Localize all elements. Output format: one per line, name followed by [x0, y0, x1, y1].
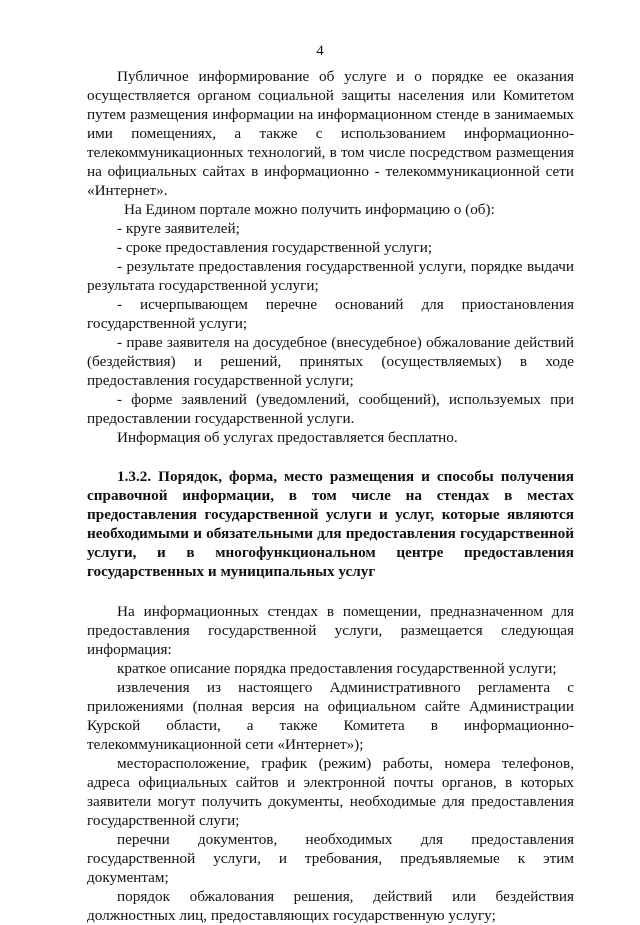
- paragraph-portal-intro: На Едином портале можно получить информацию о (об):: [124, 201, 495, 218]
- list-item-result: - результате предоставления государственной услуги, порядке выдачи результата государственной услуги;: [87, 258, 574, 294]
- section-heading-1-3-2: 1.3.2. Порядок, форма, место размещения и способы получения справочной информации, в том числе на стендах в местах предоставления государственной услуги и услуг, которые являются необходимыми и обязательными для предоставления государственной услуги, и в многофункциональном центре предоставления государственных и муниципальных услуг: [87, 468, 574, 580]
- stand-item-appeal-procedure: порядок обжалования решения, действий или бездействия должностных лиц, предоставляющих государственную услугу;: [87, 888, 574, 924]
- page-body: [87, 67, 574, 925]
- list-item-application-forms: - форме заявлений (уведомлений, сообщений), используемых при предоставлении государственной услуги.: [87, 391, 574, 427]
- list-item-suspension-grounds: - исчерпывающем перечне оснований для приостановления государственной услуги;: [87, 296, 574, 332]
- list-item-applicants: - круге заявителей;: [117, 220, 240, 237]
- paragraph-public-informing: Публичное информирование об услуге и о порядке ее оказания осуществляется органом социальной защиты населения или Комитетом путем размещения информации на информационном стенде в занимаемых ими помещениях, а также с использованием информационно-телекоммуникационных технологий, в том числе посредством размещения на официальных сайтах в информационно - телекоммуникационной сети «Интернет».: [87, 68, 574, 199]
- paragraph-info-stands: На информационных стендах в помещении, предназначенном для предоставления государственной услуги, размещается следующая информация:: [87, 603, 574, 658]
- page-number: 4: [316, 43, 324, 59]
- stand-item-regulation-extracts: извлечения из настоящего Административного регламента с приложениями (полная версия на официальном сайте Администрации Курской области, а также Комитета в информационно-телекоммуникационной сети «Интернет»);: [87, 679, 574, 753]
- stand-item-location-schedule: месторасположение, график (режим) работы, номера телефонов, адреса официальных сайтов и электронной почты органов, в которых заявители могут получить документы, необходимые для предоставления государственной слуги;: [87, 755, 574, 829]
- stand-item-description: краткое описание порядка предоставления государственной услуги;: [117, 660, 557, 677]
- list-item-appeal-right: - праве заявителя на досудебное (внесудебное) обжалование действий (бездействия) и решений, принятых (осуществляемых) в ходе предоставления государственной услуги;: [87, 334, 574, 389]
- paragraph-free-info: Информация об услугах предоставляется бесплатно.: [117, 429, 458, 446]
- list-item-terms: - сроке предоставления государственной услуги;: [117, 239, 433, 256]
- stand-item-document-lists: перечни документов, необходимых для предоставления государственной услуги, и требования, предъявляемые к этим документам;: [87, 831, 574, 886]
